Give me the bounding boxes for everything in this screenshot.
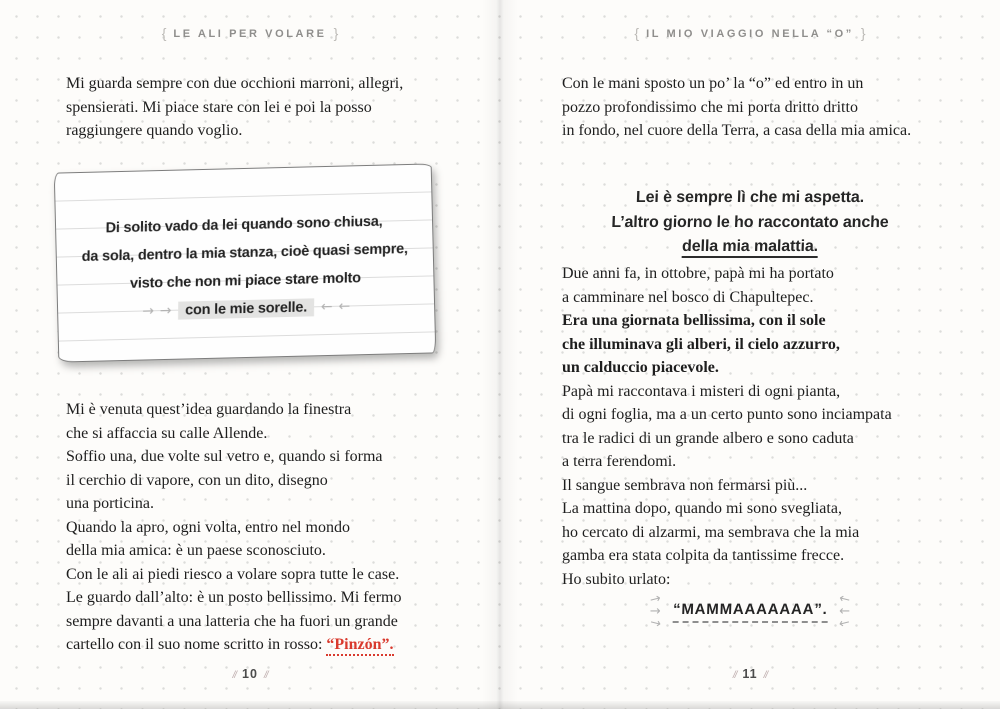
page-number-value: 11 — [742, 667, 758, 681]
text-line-bold: Era una giornata bellissima, con il sole — [562, 312, 826, 329]
underlined-text: della mia malattia. — [682, 238, 819, 258]
right-running-header — [500, 25, 1000, 41]
text-line: ho cercato di alzarmi, ma sembrava che la mia — [562, 523, 860, 541]
arrow-cluster-left — [648, 590, 663, 633]
text-line: La mattina dopo, quando mi sono svegliata, — [562, 500, 842, 517]
arrow-left-icon: ← — [320, 298, 333, 316]
text-line: Mi è venuta quest’idea guardando la finestra — [66, 401, 352, 418]
note-highlighted-text: con le mie sorelle. — [178, 298, 314, 319]
text-line: che si affaccia su calle Allende. — [66, 424, 268, 442]
text-line: Due anni fa, in ottobre, papà mi ha portato — [562, 265, 834, 282]
text-line: a camminare nel bosco di Chapultepec. — [562, 288, 814, 306]
text-line: Le guardo dall’alto: è un posto bellissimo. Mi fermo — [66, 589, 402, 606]
arrow-left-icon: ← — [338, 298, 351, 315]
scream-callout — [500, 590, 1000, 633]
right-intro-paragraph — [562, 72, 911, 143]
brace-left-icon: { — [634, 25, 640, 41]
highlighted-word-pinzon: “Pinzón”. — [326, 636, 393, 656]
handwritten-line: Lei è sempre lì che mi aspetta. — [635, 189, 865, 206]
text-line-bold: un calduccio piacevole. — [562, 359, 719, 376]
left-body-paragraph — [66, 398, 402, 657]
page-number-ornament-icon: // — [263, 670, 268, 681]
scream-text: “MAMMAAAAAAA”. — [672, 601, 827, 623]
text-line-bold: che illuminava gli alberi, il cielo azzurro, — [562, 335, 840, 353]
text-line: tra le radici di un grande albero e sono caduta — [562, 429, 854, 447]
note-text-line: da sola, dentro la mia stanza, cioè quasi sempre, — [81, 241, 408, 265]
page-number-ornament-icon: // — [232, 670, 237, 681]
text-line: sempre davanti a una latteria che ha fuori un grande — [66, 612, 398, 630]
text-line: di ogni foglia, ma a un certo punto sono inciampata — [562, 406, 892, 423]
text-line: pozzo profondissimo che mi porta dritto dritto — [562, 98, 858, 116]
note-text-line: visto che non mi piace stare molto — [129, 270, 361, 292]
arrow-cluster-right — [837, 590, 852, 633]
text-line: raggiungere quando voglio. — [66, 122, 243, 139]
handwritten-line: L’altro giorno le ho raccontato anche — [611, 213, 889, 231]
left-header-title: LE ALI PER VOLARE — [173, 28, 327, 40]
torn-paper-note — [54, 163, 437, 362]
right-header-title: IL MIO VIAGGIO NELLA “O” — [646, 28, 854, 40]
text-line: spensierati. Mi piace stare con lei e poi la posso — [66, 98, 372, 116]
note-paper — [54, 163, 437, 362]
brace-right-icon: } — [860, 25, 866, 41]
arrow-left-icon: ← — [837, 614, 852, 633]
text-line: Con le ali ai piedi riesco a volare sopra tutte le case. — [66, 565, 400, 583]
brace-left-icon: { — [161, 25, 167, 41]
text-line: gamba era stata colpita da tantissime frecce. — [562, 547, 845, 564]
text-line: Quando la apro, ogni volta, entro nel mondo — [66, 518, 350, 536]
arrow-left-icon: ← — [837, 590, 852, 609]
text-line: Il sangue sembrava non fermarsi più... — [562, 476, 808, 494]
text-line: il cerchio di vapore, con un dito, disegno — [66, 471, 328, 489]
text-line: Con le mani sposto un po’ la “o” ed entro in un — [562, 75, 864, 92]
page-right — [500, 0, 1000, 709]
page-number-ornament-icon: // — [763, 670, 768, 681]
left-running-header — [0, 25, 500, 41]
arrow-right-icon: → — [648, 590, 663, 609]
brace-right-icon: } — [333, 25, 339, 41]
text-line: della mia amica: è un paese sconosciuto. — [66, 542, 326, 559]
arrow-right-icon: → — [159, 302, 172, 320]
page-number-value: 10 — [242, 667, 258, 681]
handwritten-line-underlined — [500, 235, 1000, 260]
handwritten-center-block — [500, 186, 1000, 260]
arrow-right-icon: → — [649, 604, 661, 619]
text-line: Soffio una, due volte sul vetro e, quando si forma — [66, 448, 383, 465]
left-page-number — [0, 667, 500, 681]
arrow-right-icon: → — [142, 303, 154, 320]
right-page-number — [500, 667, 1000, 681]
text-line: Mi guarda sempre con due occhioni marroni, allegri, — [66, 75, 404, 92]
right-body-paragraph — [562, 262, 892, 591]
note-text-line: Di solito vado da lei quando sono chiusa, — [105, 213, 383, 237]
page-number-ornament-icon: // — [732, 670, 737, 681]
text-line: in fondo, nel cuore della Terra, a casa della mia amica. — [562, 122, 912, 139]
text-segment: cartello con il suo nome scritto in rosso: — [66, 636, 327, 653]
text-line: Ho subito urlato: — [562, 570, 671, 588]
text-line: a terra ferendomi. — [562, 453, 677, 470]
text-line: una porticina. — [66, 495, 154, 512]
text-line: Papà mi raccontava i misteri di ogni pianta, — [562, 382, 841, 400]
left-intro-paragraph — [66, 72, 403, 143]
arrow-right-icon: → — [648, 614, 663, 633]
arrow-left-icon: ← — [839, 604, 851, 619]
text-line-with-highlight — [66, 633, 402, 657]
